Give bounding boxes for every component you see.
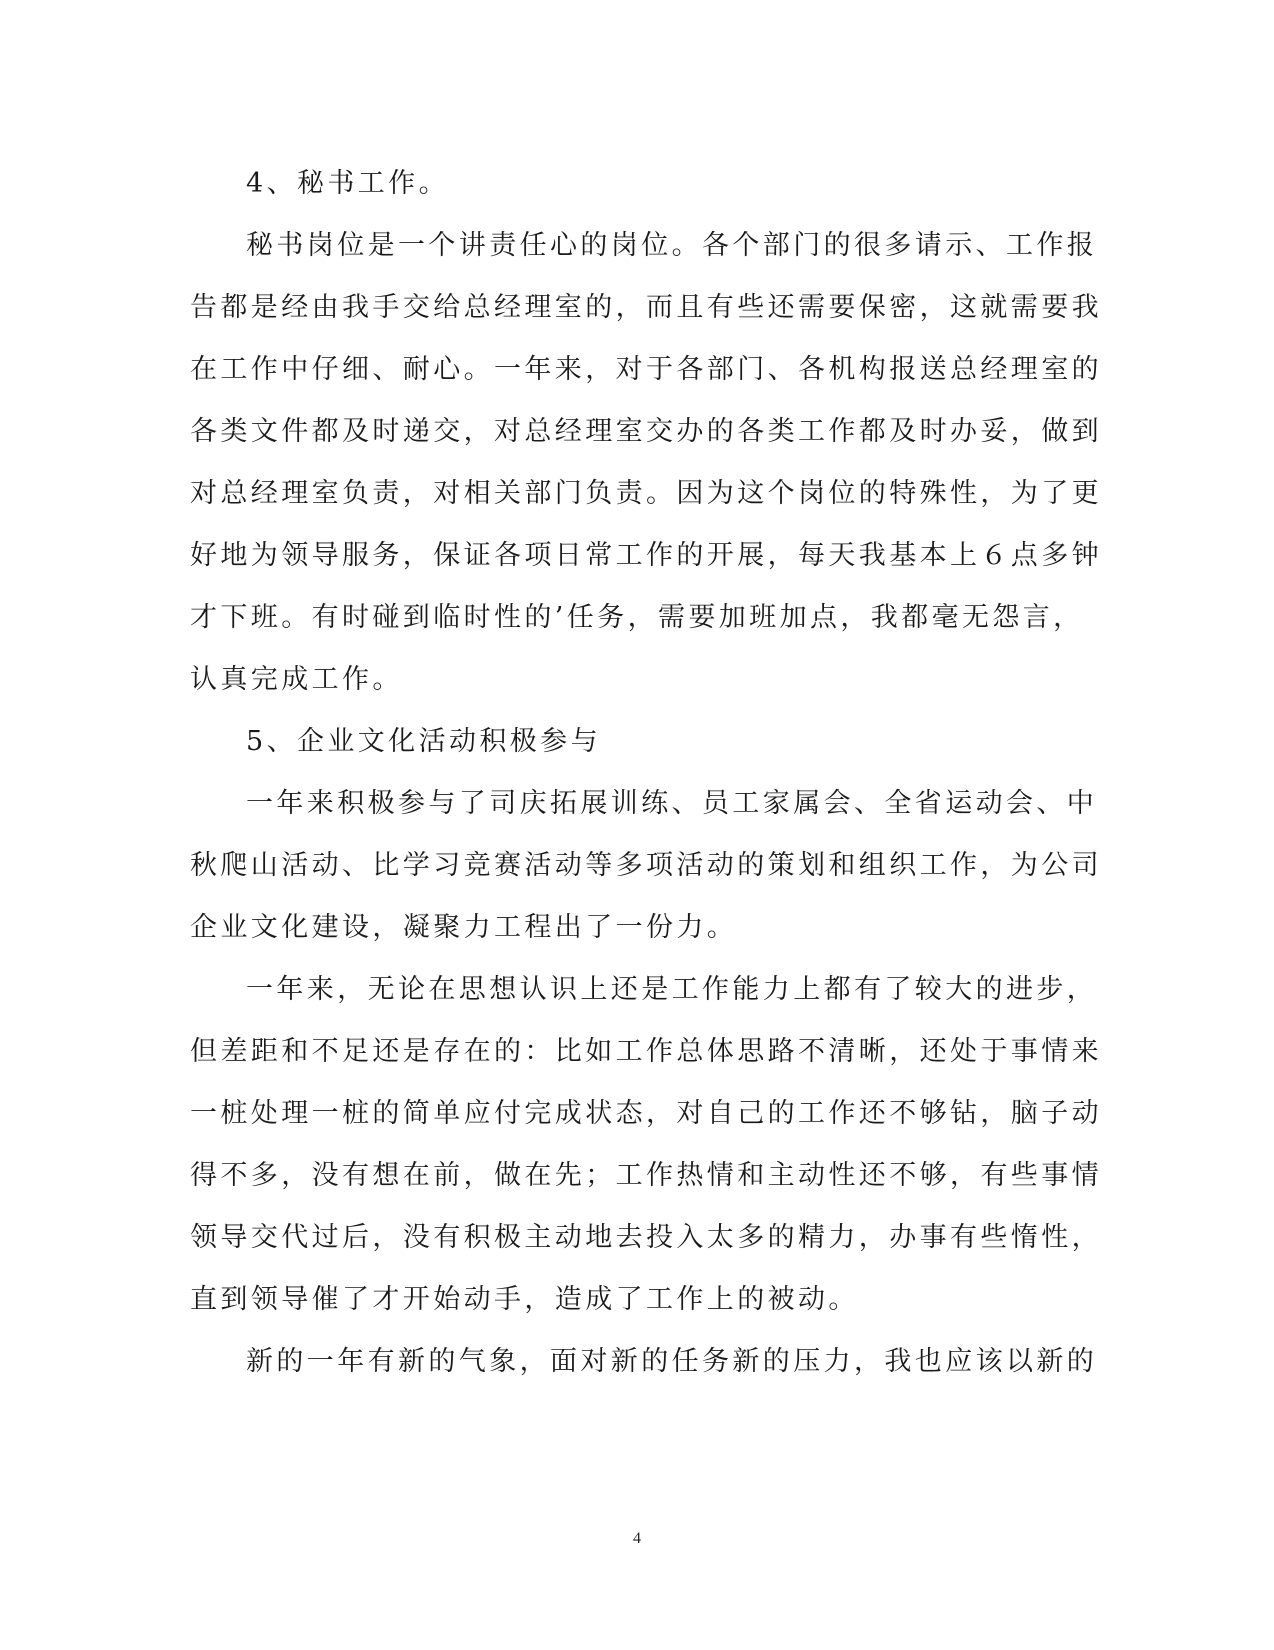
paragraph-line: 秋爬山活动、比学习竞赛活动等多项活动的策划和组织工作，为公司	[190, 850, 1102, 881]
section-heading-secretary-work: 4、秘书工作。	[246, 168, 449, 199]
paragraph-line: 才下班。有时碰到临时性的’任务，需要加班加点，我都毫无怨言，	[190, 602, 1084, 633]
paragraph-line: 一桩处理一桩的简单应付完成状态，对自己的工作还不够钻，脑子动	[190, 1098, 1102, 1129]
page-number: 4	[633, 1530, 641, 1547]
paragraph-line: 在工作中仔细、耐心。一年来，对于各部门、各机构报送总经理室的	[190, 354, 1102, 385]
paragraph-line: 一年来积极参与了司庆拓展训练、员工家属会、全省运动会、中	[246, 788, 1098, 819]
section-heading-corporate-culture: 5、企业文化活动积极参与	[246, 726, 601, 757]
paragraph-line: 一年来，无论在思想认识上还是工作能力上都有了较大的进步，	[246, 974, 1098, 1005]
paragraph-line: 秘书岗位是一个讲责任心的岗位。各个部门的很多请示、工作报	[246, 230, 1098, 261]
paragraph-line: 各类文件都及时递交，对总经理室交办的各类工作都及时办妥，做到	[190, 416, 1102, 447]
paragraph-line: 企业文化建设，凝聚力工程出了一份力。	[190, 912, 738, 943]
paragraph-line: 领导交代过后，没有积极主动地去投入太多的精力，办事有些惰性，	[190, 1222, 1102, 1253]
paragraph-line: 得不多，没有想在前，做在先；工作热情和主动性还不够，有些事情	[190, 1160, 1102, 1191]
paragraph-line: 但差距和不足还是存在的：比如工作总体思路不清晰，还处于事情来	[190, 1036, 1102, 1067]
paragraph-line: 对总经理室负责，对相关部门负责。因为这个岗位的特殊性，为了更	[190, 478, 1102, 509]
paragraph-line: 认真完成工作。	[190, 664, 403, 695]
paragraph-line: 告都是经由我手交给总经理室的，而且有些还需要保密，这就需要我	[190, 292, 1102, 323]
paragraph-line: 新的一年有新的气象，面对新的任务新的压力，我也应该以新的	[246, 1346, 1098, 1377]
paragraph-line: 好地为领导服务，保证各项日常工作的开展，每天我基本上６点多钟	[190, 540, 1102, 571]
paragraph-line: 直到领导催了才开始动手，造成了工作上的被动。	[190, 1284, 859, 1315]
